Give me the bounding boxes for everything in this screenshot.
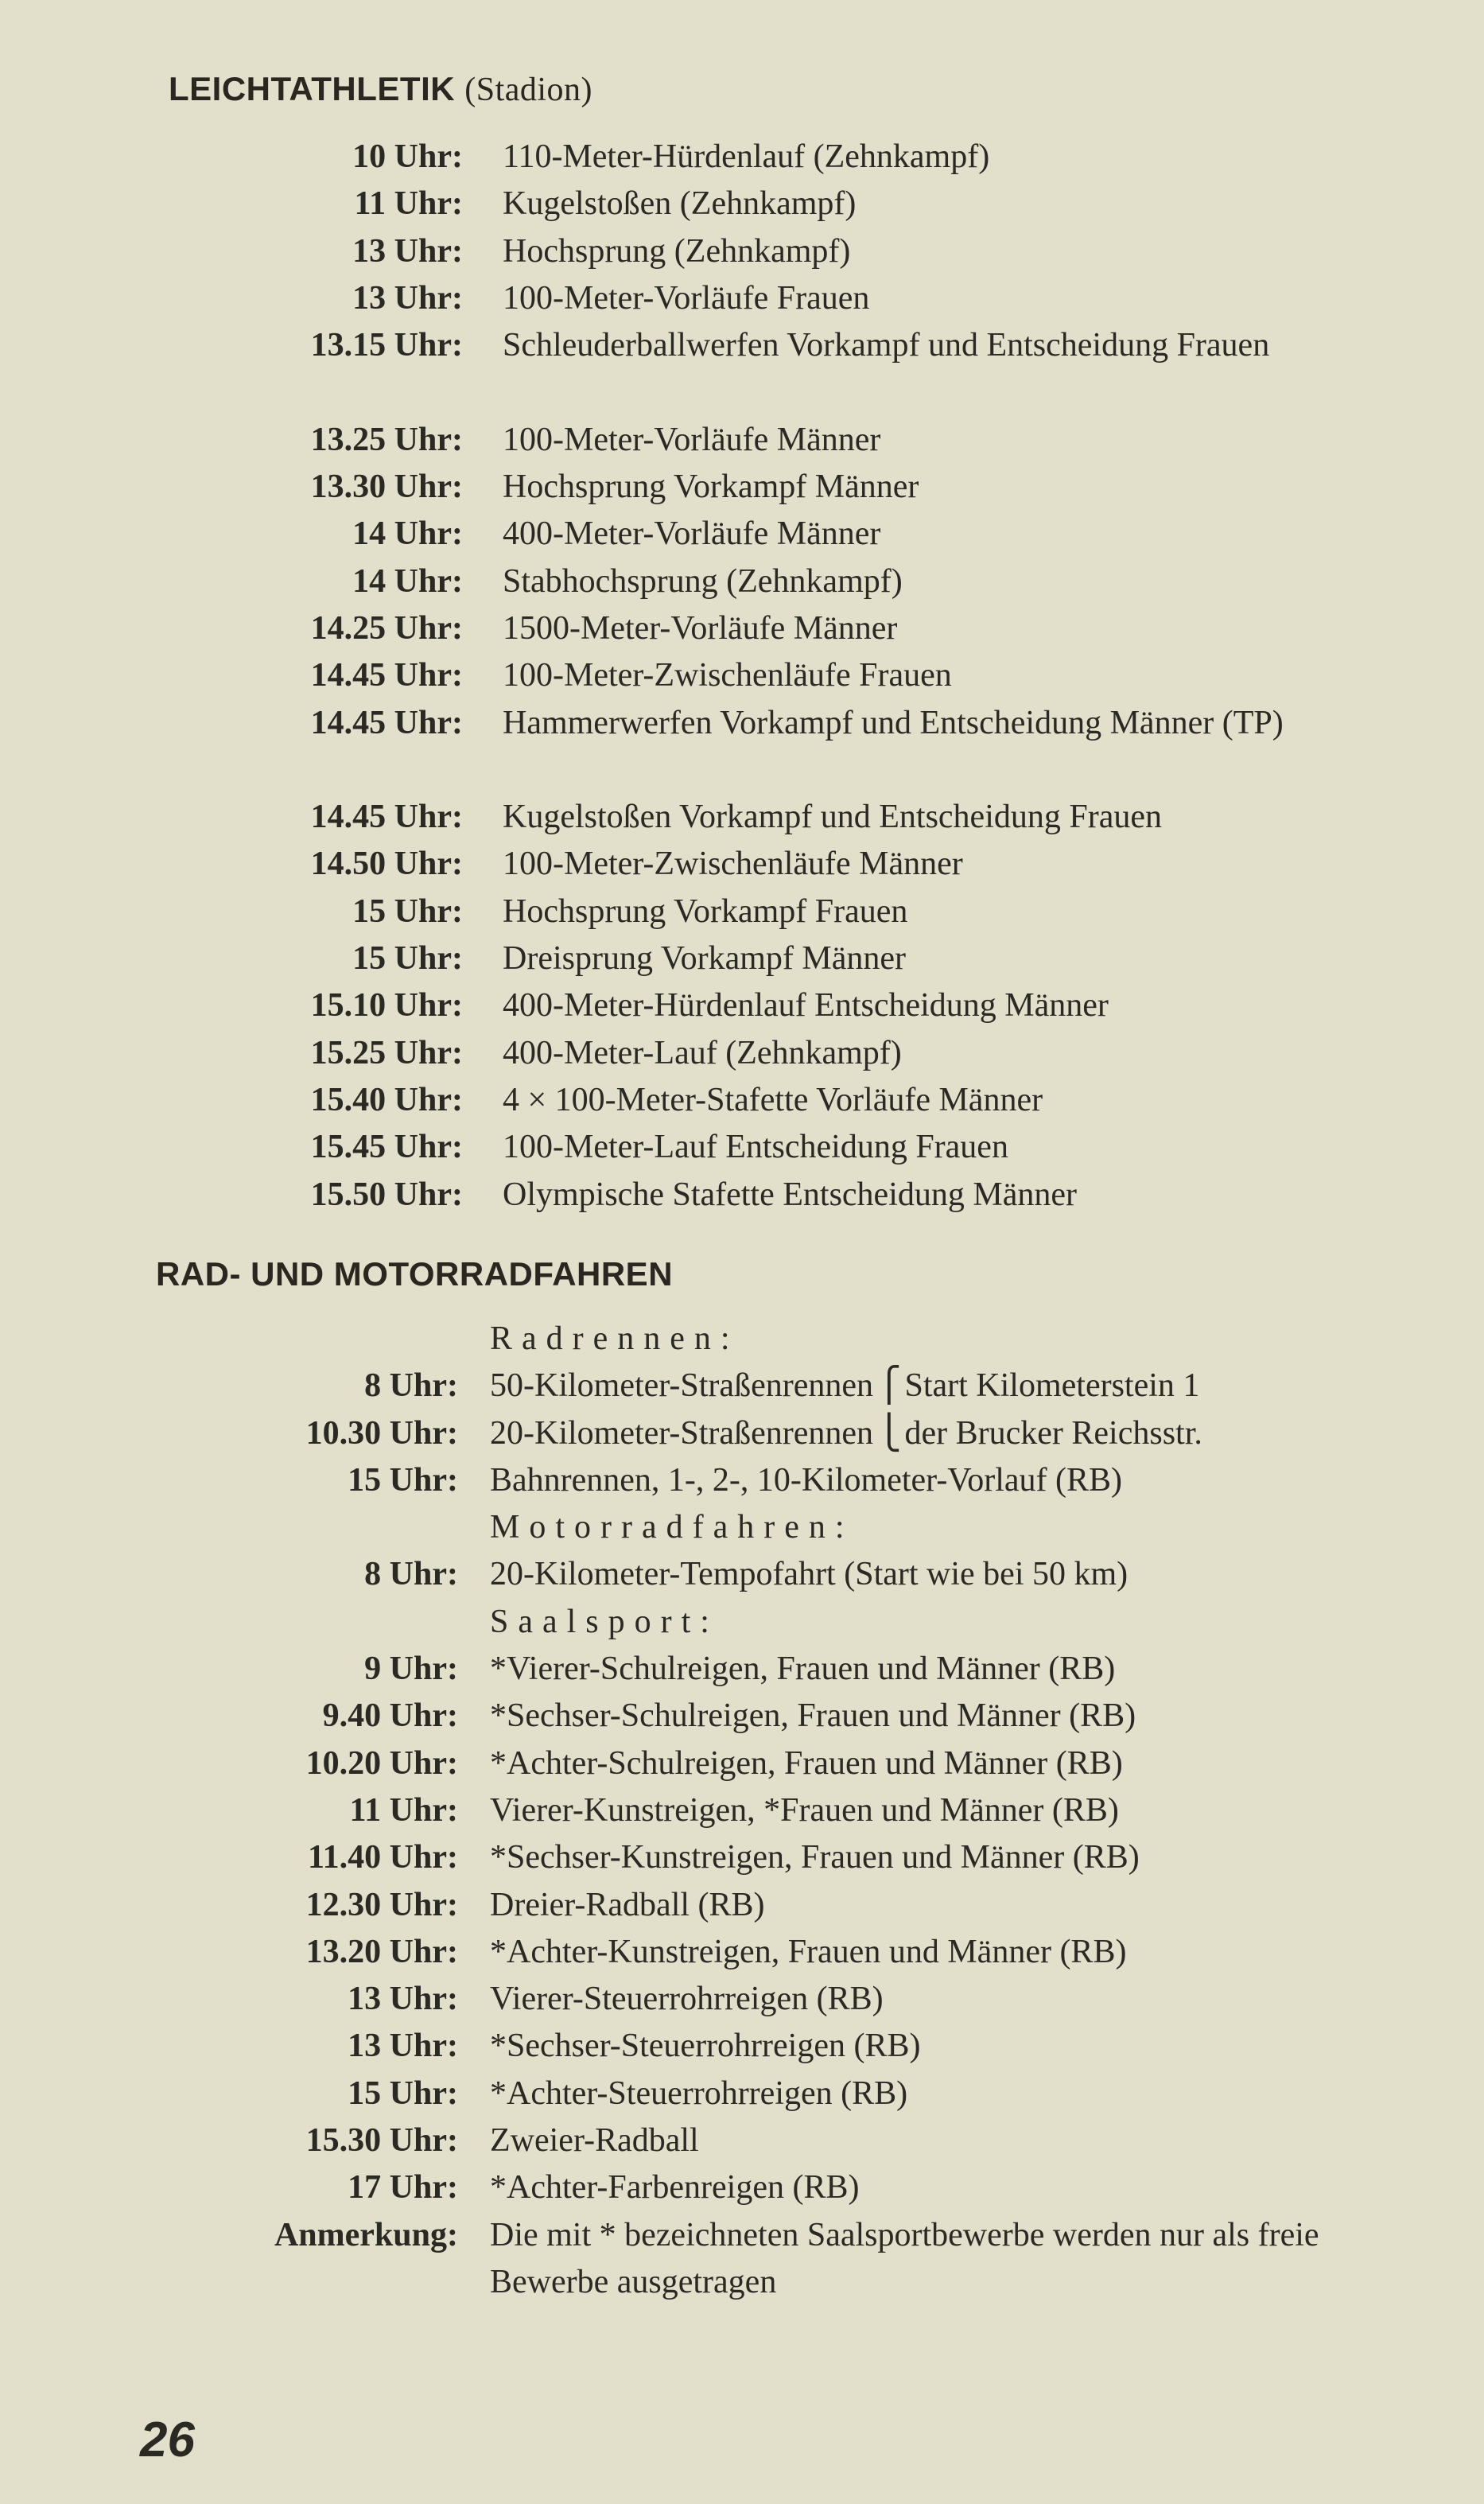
event-label: 400-Meter-Lauf (Zehnkampf)	[503, 1034, 902, 1071]
event-label: Zweier-Radball	[490, 2122, 699, 2160]
section-title: LEICHTATHLETIK	[169, 70, 456, 107]
time-label: 15 Uhr:	[348, 1461, 458, 1499]
time-label: 13 Uhr:	[352, 232, 463, 270]
schedule-row	[0, 1457, 1484, 1504]
section-heading-rad	[156, 1255, 673, 1293]
time-label: 13 Uhr:	[348, 2028, 458, 2065]
event-label: 100-Meter-Lauf Entscheidung Frauen	[503, 1129, 1008, 1166]
time-label: 15.40 Uhr:	[310, 1081, 463, 1118]
section-title: RAD- UND MOTORRADFAHREN	[156, 1255, 674, 1293]
schedule-row	[0, 2070, 1484, 2117]
event-label: Olympische Stafette Entscheidung Männer	[503, 1176, 1077, 1213]
event-label: *Achter-Steuerrohrreigen (RB)	[490, 2074, 908, 2112]
event-label: *Achter-Kunstreigen, Frauen und Männer (RB)	[490, 1933, 1127, 1970]
event-label: 100-Meter-Vorläufe Frauen	[503, 279, 870, 317]
event-label: Stabhochsprung (Zehnkampf)	[503, 562, 903, 600]
schedule-row	[0, 1882, 1484, 1929]
event-label: 1500-Meter-Vorläufe Männer	[503, 609, 898, 647]
time-label: 9 Uhr:	[364, 1651, 458, 1688]
schedule-row	[0, 1693, 1484, 1740]
time-label: 13.25 Uhr:	[310, 421, 463, 458]
schedule-row	[0, 605, 1484, 652]
event-label: 100-Meter-Vorläufe Männer	[503, 421, 881, 458]
schedule-row	[0, 1646, 1484, 1693]
schedule-row	[0, 1124, 1484, 1171]
time-label: 8 Uhr:	[364, 1367, 458, 1405]
note-row	[0, 2212, 1484, 2307]
time-label: 14 Uhr:	[352, 515, 463, 553]
time-label: 15.10 Uhr:	[310, 987, 463, 1025]
time-label: 15 Uhr:	[352, 892, 463, 930]
time-label: 13 Uhr:	[352, 279, 463, 317]
time-label: 14.45 Uhr:	[310, 704, 463, 741]
subheading-saalsport: Saalsport:	[490, 1603, 719, 1640]
schedule-row	[0, 935, 1484, 982]
page-number: 26	[140, 2413, 195, 2467]
event-label: Vierer-Steuerrohrreigen (RB)	[490, 1981, 884, 2018]
brace-glyph: ⎧	[876, 1367, 902, 1405]
event-label: Hammerwerfen Vorkampf und Entscheidung Männer (TP)	[503, 704, 1284, 741]
schedule-row	[0, 1929, 1484, 1976]
subheading-motorradfahren: Motorradfahren:	[490, 1509, 854, 1546]
event-label: Bahnrennen, 1-, 2-, 10-Kilometer-Vorlauf (RB)	[490, 1461, 1123, 1499]
event-label: *Vierer-Schulreigen, Frauen und Männer (RB)	[490, 1651, 1116, 1688]
schedule-list-leichtathletik	[0, 134, 1484, 1219]
time-label: 14.45 Uhr:	[310, 799, 463, 836]
event-label: *Achter-Farbenreigen (RB)	[490, 2169, 860, 2207]
event-label: *Sechser-Kunstreigen, Frauen und Männer (RB)	[490, 1839, 1140, 1876]
schedule-row	[0, 888, 1484, 935]
time-label: 14.50 Uhr:	[310, 846, 463, 883]
schedule-row	[0, 1551, 1484, 1598]
subheading-row	[0, 1504, 1484, 1551]
schedule-row	[0, 1976, 1484, 2023]
event-label: *Achter-Schulreigen, Frauen und Männer (RB)	[490, 1744, 1123, 1782]
time-label: 11.40 Uhr:	[308, 1839, 458, 1876]
time-label: 15.25 Uhr:	[310, 1034, 463, 1071]
time-label: 14 Uhr:	[352, 562, 463, 600]
event-label: Kugelstoßen Vorkampf und Entscheidung Frauen	[503, 799, 1162, 836]
time-label: 12.30 Uhr:	[305, 1886, 458, 1923]
time-label: 15 Uhr:	[348, 2074, 458, 2112]
event-note: Start Kilometerstein 1	[904, 1367, 1200, 1405]
schedule-row	[0, 1410, 1484, 1457]
event-label: 400-Meter-Vorläufe Männer	[503, 515, 881, 553]
schedule-row	[0, 2023, 1484, 2070]
schedule-row	[0, 228, 1484, 275]
schedule-row	[0, 511, 1484, 558]
time-label: 11 Uhr:	[354, 185, 463, 223]
schedule-row	[0, 1363, 1484, 1409]
schedule-row	[0, 134, 1484, 181]
time-label: 9.40 Uhr:	[322, 1697, 458, 1735]
schedule-row	[0, 464, 1484, 511]
schedule-row	[0, 982, 1484, 1029]
event-label: 20-Kilometer-Tempofahrt (Start wie bei 50 km)	[490, 1556, 1129, 1593]
time-label: 15.50 Uhr:	[310, 1176, 463, 1213]
schedule-row	[0, 1172, 1484, 1219]
event-text: 50-Kilometer-Straßenrennen	[490, 1367, 873, 1405]
event-label	[490, 1363, 1389, 1409]
schedule-row	[0, 1834, 1484, 1881]
schedule-row	[0, 1740, 1484, 1787]
event-label	[490, 1410, 1389, 1457]
schedule-row	[0, 558, 1484, 605]
schedule-row	[0, 652, 1484, 699]
event-label: Dreier-Radball (RB)	[490, 1886, 765, 1923]
subheading-row	[0, 1599, 1484, 1646]
event-label: *Sechser-Steuerrohrreigen (RB)	[490, 2028, 921, 2065]
schedule-row	[0, 841, 1484, 888]
time-label: 10.20 Uhr:	[305, 1744, 458, 1782]
schedule-row	[0, 2117, 1484, 2164]
time-label: 14.25 Uhr:	[310, 609, 463, 647]
time-label: 13 Uhr:	[348, 1981, 458, 2018]
time-label: 15 Uhr:	[352, 940, 463, 978]
event-label: Schleuderballwerfen Vorkampf und Entscheidung Frauen	[503, 327, 1270, 364]
event-label: 100-Meter-Zwischenläufe Frauen	[503, 657, 952, 694]
event-label: Hochsprung Vorkampf Frauen	[503, 892, 908, 930]
time-label: 13.30 Uhr:	[310, 469, 463, 506]
brace-glyph: ⎩	[876, 1414, 902, 1452]
event-label: *Sechser-Schulreigen, Frauen und Männer (RB)	[490, 1697, 1136, 1735]
time-label: 10.30 Uhr:	[305, 1414, 458, 1452]
event-label: 100-Meter-Zwischenläufe Männer	[503, 846, 963, 883]
event-label: Hochsprung (Zehnkampf)	[503, 232, 851, 270]
time-label: 17 Uhr:	[348, 2169, 458, 2207]
event-label: Kugelstoßen (Zehnkampf)	[503, 185, 857, 223]
time-label: 8 Uhr:	[364, 1556, 458, 1593]
event-label: Hochsprung Vorkampf Männer	[503, 469, 919, 506]
time-label: 11 Uhr:	[349, 1791, 458, 1829]
schedule-row	[0, 2164, 1484, 2211]
time-label: 10 Uhr:	[352, 138, 463, 175]
schedule-list-rad	[0, 1316, 1484, 2306]
event-note: der Brucker Reichsstr.	[904, 1414, 1202, 1452]
note-text: Die mit * bezeichneten Saalsportbewerbe werden nur als freie Bewerbe ausgetragen	[490, 2216, 1319, 2300]
schedule-row	[0, 1077, 1484, 1124]
time-label: 14.45 Uhr:	[310, 657, 463, 694]
event-label: 110-Meter-Hürdenlauf (Zehnkampf)	[503, 138, 990, 175]
note-label: Anmerkung:	[274, 2216, 458, 2253]
time-label: 13.20 Uhr:	[305, 1933, 458, 1970]
schedule-row	[0, 1787, 1484, 1834]
schedule-row	[0, 1030, 1484, 1077]
schedule-row	[0, 322, 1484, 417]
section-subtitle: (Stadion)	[464, 72, 593, 108]
schedule-row	[0, 700, 1484, 795]
event-label: 400-Meter-Hürdenlauf Entscheidung Männer	[503, 987, 1109, 1025]
event-label: 4 × 100-Meter-Stafette Vorläufe Männer	[503, 1081, 1043, 1118]
schedule-row	[0, 794, 1484, 841]
time-label: 15.45 Uhr:	[310, 1129, 463, 1166]
event-label: Vierer-Kunstreigen, *Frauen und Männer (RB)	[490, 1791, 1119, 1829]
event-text: 20-Kilometer-Straßenrennen	[490, 1414, 873, 1452]
event-label: Dreisprung Vorkampf Männer	[503, 940, 907, 978]
subheading-radrennen: Radrennen:	[490, 1320, 740, 1357]
schedule-row	[0, 181, 1484, 227]
time-label: 15.30 Uhr:	[305, 2122, 458, 2160]
schedule-row	[0, 417, 1484, 464]
time-label: 13.15 Uhr:	[310, 327, 463, 364]
section-heading-leichtathletik	[169, 70, 592, 109]
schedule-row	[0, 275, 1484, 322]
subheading-row	[0, 1316, 1484, 1363]
